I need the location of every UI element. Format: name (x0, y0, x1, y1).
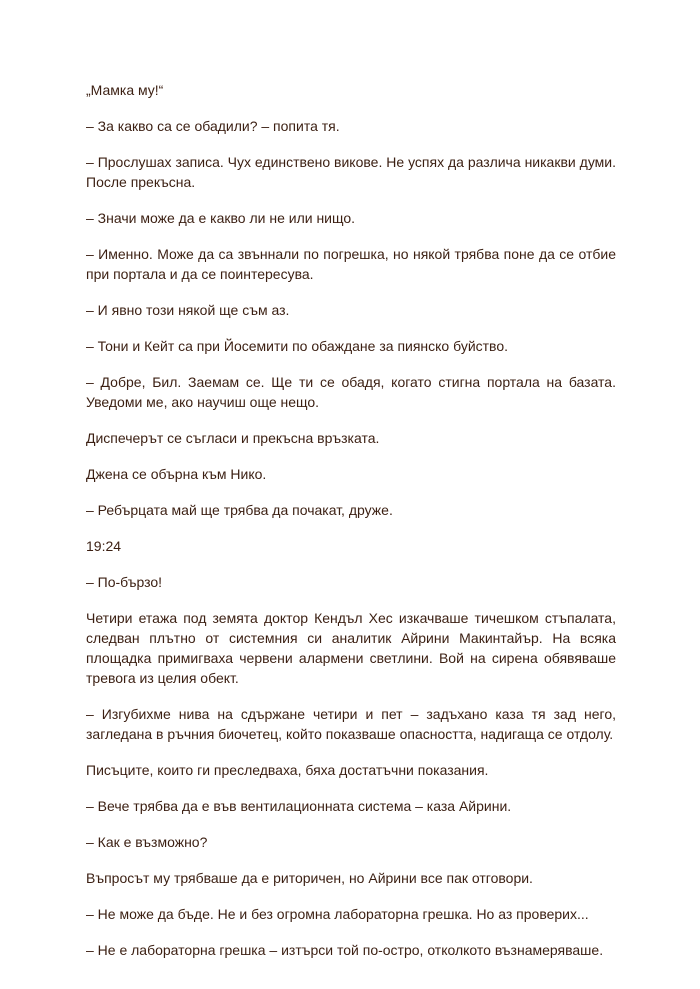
paragraph: Писъците, които ги преследваха, бяха достатъчни показания. (86, 762, 489, 778)
paragraph: – Ребърцата май ще трябва да почакат, друже. (86, 502, 393, 518)
document-page (86, 80, 616, 960)
paragraph: – Добре, Бил. Заемам се. Ще ти се обадя, когато стигна портала на базата. Уведоми ме, ако научиш още нещо. (86, 374, 616, 410)
paragraph: Четири етажа под земята доктор Кендъл Хес изкачваше тичешком стъпалата, следван плътно от системния си аналитик Айрини Макинтайър. На всяка площадка примигваха червени алармени светлини. Вой на сирена обявяваше тревога из целия обект. (86, 610, 616, 686)
paragraph: – Прослушах записа. Чух единствено викове. Не успях да различа никакви думи. После прекъсна. (86, 154, 616, 190)
paragraph: – Не може да бъде. Не и без огромна лабораторна грешка. Но аз проверих... (86, 906, 589, 922)
paragraph: – Как е възможно? (86, 834, 208, 850)
paragraph: – По-бързо! (86, 574, 163, 590)
paragraph: Джена се обърна към Нико. (86, 466, 267, 482)
paragraph: – Тони и Кейт са при Йосемити по обаждане за пиянско буйство. (86, 338, 509, 354)
paragraph: – Вече трябва да е във вентилационната система – каза Айрини. (86, 798, 512, 814)
paragraph: – За какво са се обадили? – попита тя. (86, 118, 340, 134)
time-marker: 19:24 (86, 538, 122, 554)
paragraph: – Значи може да е какво ли не или нищо. (86, 210, 356, 226)
paragraph: – Изгубихме нива на сдържане четири и пет – задъхано каза тя зад него, загледана в ръчния биочетец, който показваше опасността, надигаща се отдолу. (86, 706, 616, 742)
paragraph: – И явно този някой ще съм аз. (86, 302, 290, 318)
paragraph: – Не е лабораторна грешка – изтърси той по-остро, отколкото възнамеряваше. (86, 942, 604, 958)
paragraph: Въпросът му трябваше да е риторичен, но Айрини все пак отговори. (86, 870, 533, 886)
paragraph: – Именно. Може да са звъннали по погрешка, но някой трябва поне да се отбие при портала и да се поинтересува. (86, 246, 616, 282)
paragraph: „Мамка му!“ (86, 82, 164, 98)
paragraph: Диспечерът се съгласи и прекъсна връзката. (86, 430, 380, 446)
